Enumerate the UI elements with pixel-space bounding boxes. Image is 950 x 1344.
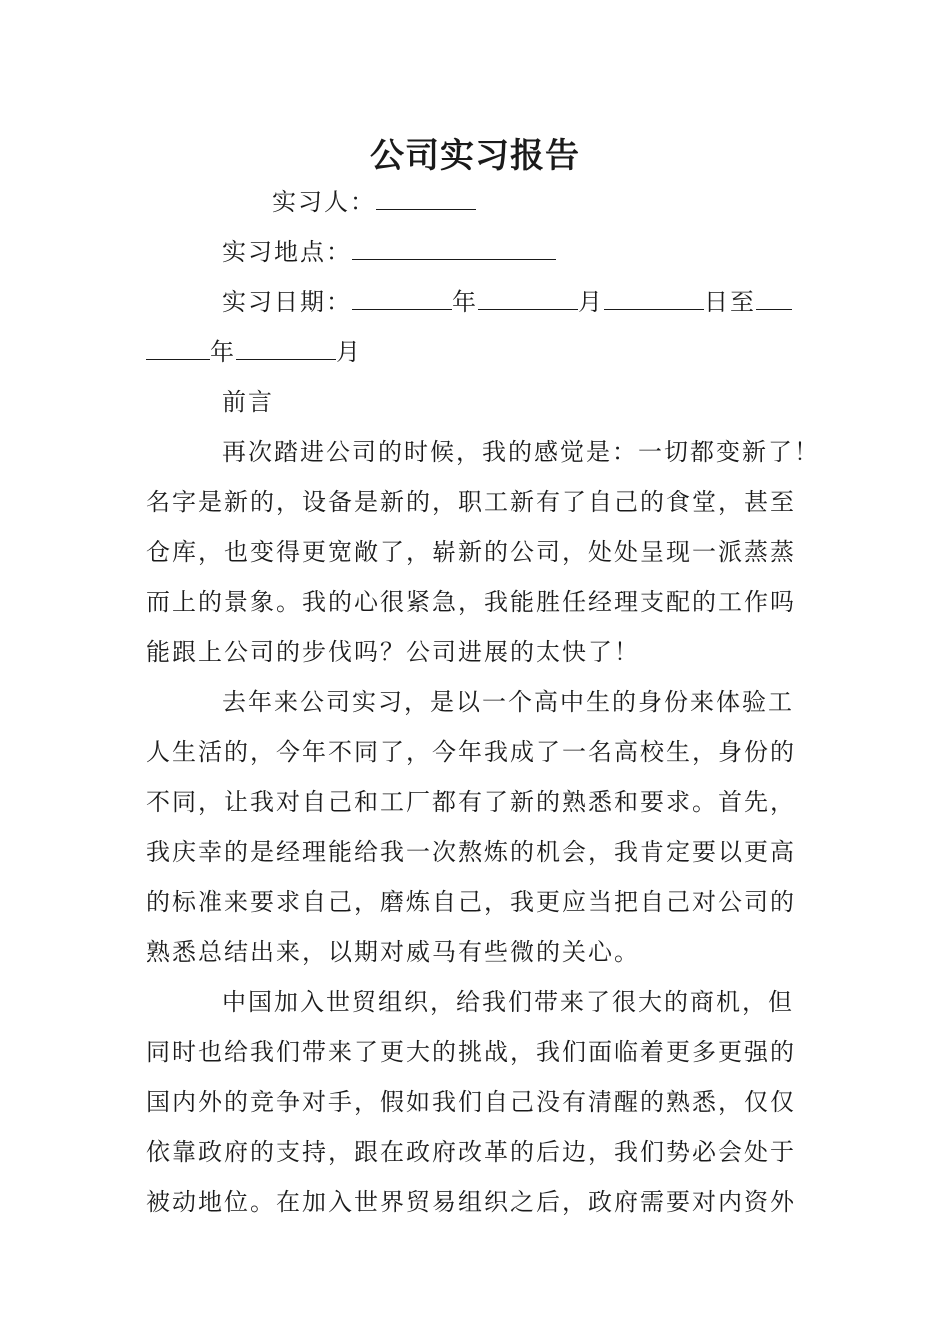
day-to-label: 日至 [704,288,756,316]
page-title: 公司实习报告 [370,136,580,176]
start-day-blank [604,287,704,310]
month-label-2: 月 [336,338,362,366]
start-month-blank [478,287,578,310]
intern-blank [376,187,476,210]
paragraph-line: 的标准来要求自己，磨炼自己，我更应当把自己对公司的 [146,888,796,916]
paragraph-line: 再次踏进公司的时候，我的感觉是：一切都变新了！ [222,438,820,466]
location-field [222,236,556,268]
intern-label: 实习人： [272,188,376,216]
paragraph-line: 国内外的竞争对手，假如我们自己没有清醒的熟悉，仅仅 [146,1088,796,1116]
end-year-blank-part2 [146,337,210,360]
paragraph-line: 不同，让我对自己和工厂都有了新的熟悉和要求。首先， [146,788,796,816]
paragraph-line: 仓库，也变得更宽敞了，崭新的公司，处处呈现一派蒸蒸 [146,538,796,566]
date-field-line1 [222,286,792,318]
location-blank [352,237,556,260]
date-label: 实习日期： [222,288,352,316]
paragraph-line: 去年来公司实习，是以一个高中生的身份来体验工 [222,688,794,716]
paragraph-line: 名字是新的，设备是新的，职工新有了自己的食堂，甚至 [146,488,796,516]
end-year-blank-part1 [756,287,792,310]
paragraph-line: 依靠政府的支持，跟在政府改革的后边，我们势必会处于 [146,1138,796,1166]
month-label: 月 [578,288,604,316]
paragraph-line: 熟悉总结出来，以期对威马有些微的关心。 [146,938,640,966]
start-year-blank [352,287,452,310]
paragraph-line: 我庆幸的是经理能给我一次熬炼的机会，我肯定要以更高 [146,838,796,866]
paragraph-line: 被动地位。在加入世界贸易组织之后，政府需要对内资外 [146,1188,796,1216]
year-label-2: 年 [210,338,236,366]
paragraph-line: 而上的景象。我的心很紧急，我能胜任经理支配的工作吗 [146,588,796,616]
end-month-blank [236,337,336,360]
paragraph-line: 中国加入世贸组织，给我们带来了很大的商机，但 [222,988,794,1016]
preface-heading: 前言 [222,388,274,416]
paragraph-line: 人生活的，今年不同了，今年我成了一名高校生，身份的 [146,738,796,766]
location-label: 实习地点： [222,238,352,266]
paragraph-line: 能跟上公司的步伐吗？公司进展的太快了！ [146,638,640,666]
intern-field [272,186,476,218]
paragraph-line: 同时也给我们带来了更大的挑战，我们面临着更多更强的 [146,1038,796,1066]
year-label: 年 [452,288,478,316]
date-field-line2 [146,336,362,368]
